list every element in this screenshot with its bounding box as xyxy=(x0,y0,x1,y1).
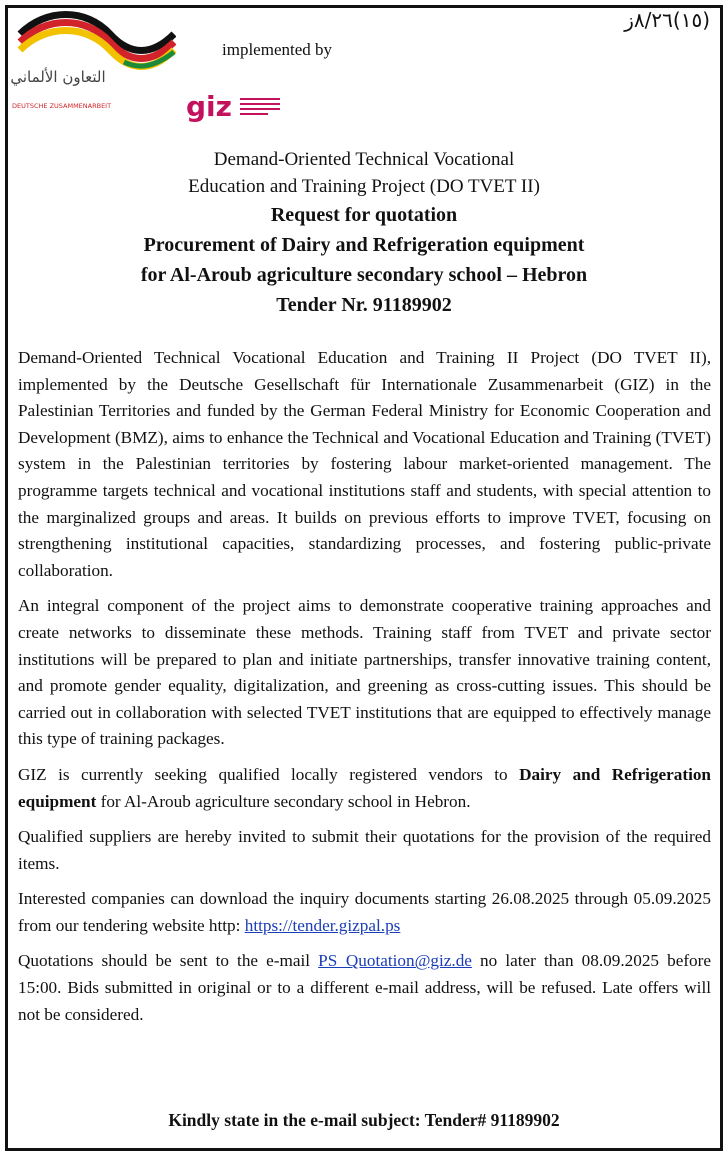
implemented-by-label: implemented by xyxy=(222,40,333,59)
p3-bold: Dairy and Refrigeration equipment xyxy=(18,764,711,811)
body-text xyxy=(18,345,711,1037)
title-line-1: Demand-Oriented Technical Vocational xyxy=(213,149,515,170)
title-line-2: Education and Training Project (DO TVET II) xyxy=(188,176,540,197)
p3-text-a: GIZ is currently seeking qualified locally registered vendors to xyxy=(18,764,520,784)
closing-instruction: Kindly state in the e-mail subject: Tender# 91189902 xyxy=(168,1110,560,1130)
giz-logo-line-2 xyxy=(240,103,280,105)
tender-website-link[interactable]: https://tender.gizpal.ps xyxy=(244,915,401,935)
paragraph-download xyxy=(18,886,711,939)
title-procurement: Procurement of Dairy and Refrigeration equipment xyxy=(143,234,585,256)
logo-arabic-line: التعاون الألماني xyxy=(10,68,106,86)
title-tender-number: Tender Nr. 91189902 xyxy=(276,294,452,316)
giz-logo-line-1 xyxy=(240,98,280,100)
german-cooperation-logo xyxy=(6,4,176,124)
giz-logo-line-4 xyxy=(240,113,268,115)
logo-german-line: DEUTSCHE ZUSAMMENARBEIT xyxy=(12,102,112,110)
quotation-email-link[interactable]: PS_Quotation@giz.de xyxy=(318,951,472,971)
title-request-for-quotation: Request for quotation xyxy=(270,204,458,226)
title-school: for Al-Aroub agriculture secondary school – Hebron xyxy=(140,264,588,286)
reference-number: (١٥)٨/٢٦ز xyxy=(624,8,710,32)
p6-text-b: no later than 08.09.2025 before 15:00. Bids submitted in original or to a different e-mail address, will be refused. Late offers will not be considered. xyxy=(18,951,711,1024)
paragraph-submission xyxy=(18,948,711,1028)
giz-logo-line-3 xyxy=(240,108,280,110)
paragraph-intro: Demand-Oriented Technical Vocational Education and Training II Project (DO TVET II), implemented by the Deutsche Gesellschaft für Internationale Zusammenarbeit (GIZ) in the Palestinian Territories and funded by the German Federal Ministry for Economic Cooperation and Development (BMZ), aims to enhance the Technical and Vocational Education and Training (TVET) system in the Palestinian territories by fostering labour market-oriented management. The programme targets technical and vocational institutions staff and students, with special attention to the marginalized groups and areas. It builds on previous efforts to improve TVET, focusing on strengthening institutional capacities, standardizing processes, and fostering public-private collaboration. xyxy=(18,348,711,580)
giz-logo xyxy=(186,86,296,126)
paragraph-seeking xyxy=(18,762,711,815)
paragraph-invite: Qualified suppliers are hereby invited to submit their quotations for the provision of the required items. xyxy=(18,827,711,873)
p5-text: Interested companies can download the inquiry documents starting 26.08.2025 through 05.09.2025 from our tendering website http: xyxy=(18,889,711,935)
p6-text-a: Quotations should be sent to the e-mail xyxy=(18,951,319,971)
p3-text-b: for Al-Aroub agriculture secondary school in Hebron. xyxy=(96,791,471,811)
paragraph-component: An integral component of the project aims to demonstrate cooperative training approaches and create networks to disseminate these methods. Training staff from TVET and private sector institutions will be prepared to plan and initiate partnerships, transfer innovative training content, and promote gender equality, digitalization, and greening as cross-cutting issues. This should be carried out in collaboration with selected TVET institutions that are equipped to effectively manage this type of training packages. xyxy=(18,596,711,749)
title-block xyxy=(0,146,728,320)
giz-logo-text: giz xyxy=(186,90,232,123)
